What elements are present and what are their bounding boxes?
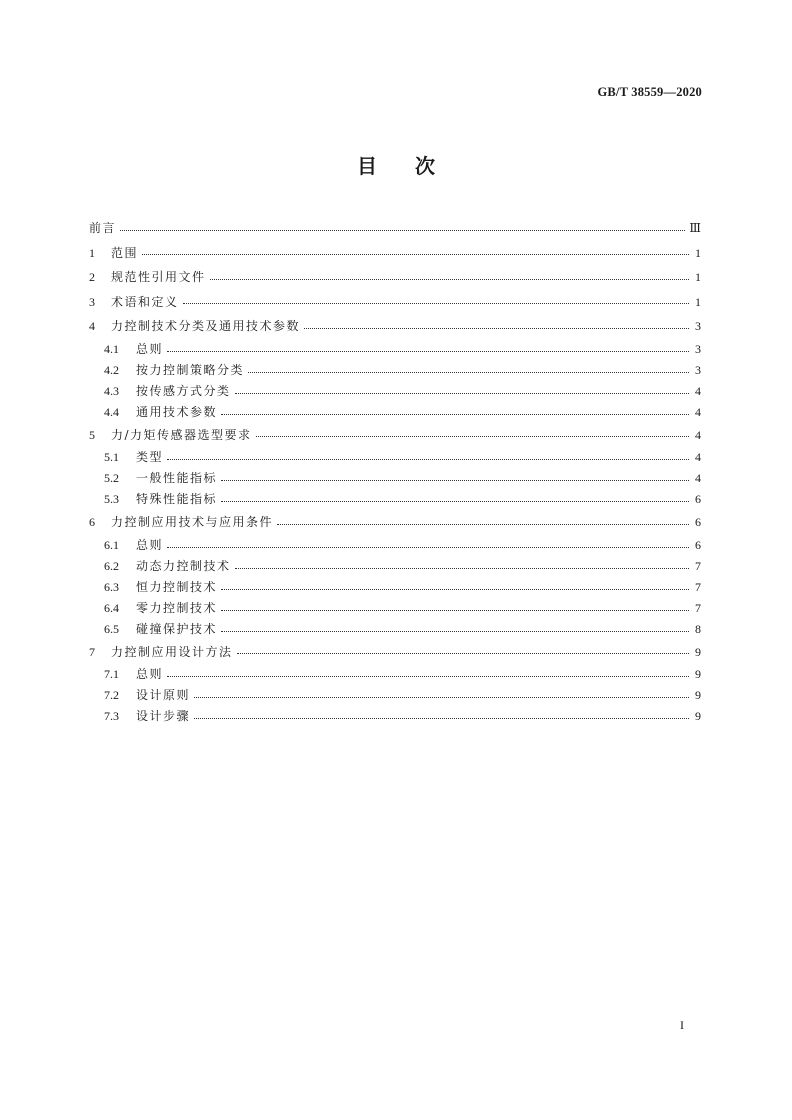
- toc-leader-dots: [167, 339, 689, 352]
- toc-entry-page: 1: [695, 245, 701, 260]
- toc-entry-page: Ⅲ: [689, 221, 701, 235]
- toc-entry-label: 按力控制策略分类: [136, 362, 245, 377]
- toc-entry[interactable]: [89, 556, 701, 577]
- toc-entry-number: 5.2: [104, 471, 119, 485]
- toc-leader-dots: [237, 641, 689, 654]
- toc-entry-page: 1: [695, 270, 701, 284]
- toc-entry-page: 6: [695, 515, 701, 529]
- toc-entry-label: 力控制应用设计方法: [111, 644, 233, 659]
- toc-entry-label: 一般性能指标: [136, 471, 218, 485]
- table-of-contents: [89, 216, 701, 727]
- toc-entry-number: 4.4: [104, 404, 119, 419]
- toc-leader-dots: [142, 242, 689, 255]
- toc-entry[interactable]: [89, 535, 701, 556]
- toc-entry[interactable]: [89, 577, 701, 598]
- toc-leader-dots: [221, 598, 689, 611]
- toc-leader-dots: [248, 360, 689, 373]
- title-char-2: 次: [415, 154, 435, 178]
- toc-entry-page: 4: [695, 471, 701, 485]
- toc-leader-dots: [183, 291, 689, 304]
- toc-entry-label: 力控制技术分类及通用技术参数: [111, 319, 301, 333]
- toc-entry-page: 7: [695, 558, 701, 573]
- toc-leader-dots: [167, 664, 689, 677]
- toc-entry-number: 2: [89, 270, 95, 284]
- toc-leader-dots: [120, 218, 685, 231]
- toc-entry-label: 设计原则: [136, 688, 191, 702]
- toc-entry[interactable]: [89, 619, 701, 640]
- toc-entry-number: 7: [89, 644, 95, 659]
- standard-code: GB/T 38559—2020: [597, 85, 702, 99]
- page-title: [0, 150, 792, 179]
- toc-entry-page: 4: [695, 427, 701, 442]
- toc-entry-number: 6.3: [104, 579, 119, 594]
- toc-leader-dots: [235, 381, 689, 394]
- toc-entry-page: 1: [695, 294, 701, 309]
- toc-entry-page: 7: [695, 600, 701, 615]
- toc-leader-dots: [235, 556, 689, 569]
- toc-entry[interactable]: [89, 640, 701, 665]
- page-number: I: [680, 1018, 684, 1032]
- toc-leader-dots: [256, 424, 689, 437]
- toc-entry-number: 6: [89, 515, 95, 529]
- toc-entry-label: 总则: [136, 537, 164, 552]
- toc-entry-page: 7: [695, 579, 701, 594]
- toc-entry-label: 恒力控制技术: [136, 579, 218, 594]
- toc-leader-dots: [221, 468, 689, 481]
- toc-entry-page: 9: [695, 709, 701, 723]
- toc-entry[interactable]: [89, 216, 701, 241]
- toc-entry-number: 4.3: [104, 383, 119, 398]
- toc-entry-number: 5.1: [104, 450, 119, 464]
- toc-entry-label: 设计步骤: [136, 709, 191, 723]
- toc-entry-page: 9: [695, 688, 701, 702]
- toc-entry-page: 4: [695, 450, 701, 464]
- toc-entry[interactable]: [89, 423, 701, 448]
- toc-entry-number: 4.1: [104, 341, 119, 356]
- toc-entry-label: 总则: [136, 667, 164, 681]
- toc-entry[interactable]: [89, 685, 701, 706]
- toc-entry[interactable]: [89, 447, 701, 468]
- toc-entry-label: 力/力矩传感器选型要求: [111, 427, 252, 442]
- toc-leader-dots: [221, 489, 689, 502]
- toc-entry[interactable]: [89, 706, 701, 727]
- toc-leader-dots: [304, 316, 689, 329]
- toc-entry-label: 前言: [89, 221, 117, 235]
- toc-entry-number: 7.3: [104, 709, 119, 723]
- toc-entry[interactable]: [89, 489, 701, 510]
- toc-entry-number: 6.1: [104, 537, 119, 552]
- toc-entry[interactable]: [89, 510, 701, 535]
- toc-entry[interactable]: [89, 339, 701, 360]
- title-char-1: 目: [357, 154, 377, 178]
- toc-entry-label: 动态力控制技术: [136, 558, 231, 573]
- toc-entry-page: 6: [695, 537, 701, 552]
- toc-entry-page: 4: [695, 383, 701, 398]
- toc-entry[interactable]: [89, 468, 701, 489]
- toc-leader-dots: [221, 402, 689, 415]
- toc-entry-page: 8: [695, 621, 701, 636]
- toc-entry-number: 6.2: [104, 558, 119, 573]
- toc-leader-dots: [221, 577, 689, 590]
- toc-entry[interactable]: [89, 381, 701, 402]
- toc-entry-label: 类型: [136, 450, 164, 464]
- toc-entry-page: 3: [695, 341, 701, 356]
- toc-entry-label: 范围: [111, 245, 139, 260]
- toc-entry-number: 7.2: [104, 688, 119, 702]
- toc-entry-label: 特殊性能指标: [136, 492, 218, 506]
- toc-entry[interactable]: [89, 314, 701, 339]
- toc-entry-number: 6.5: [104, 621, 119, 636]
- toc-entry[interactable]: [89, 290, 701, 315]
- toc-entry-label: 力控制应用技术与应用条件: [111, 515, 274, 529]
- toc-entry-number: 3: [89, 294, 95, 309]
- toc-leader-dots: [194, 706, 689, 719]
- toc-entry-label: 通用技术参数: [136, 404, 218, 419]
- toc-entry[interactable]: [89, 664, 701, 685]
- toc-entry-number: 4: [89, 319, 95, 333]
- toc-entry-number: 5.3: [104, 492, 119, 506]
- toc-entry-page: 4: [695, 404, 701, 419]
- toc-entry-number: 1: [89, 245, 95, 260]
- toc-entry[interactable]: [89, 360, 701, 381]
- toc-entry-page: 3: [695, 362, 701, 377]
- toc-entry-label: 规范性引用文件: [111, 270, 206, 284]
- toc-entry[interactable]: [89, 241, 701, 266]
- toc-leader-dots: [210, 267, 689, 280]
- toc-entry[interactable]: [89, 598, 701, 619]
- toc-entry-page: 9: [695, 644, 701, 659]
- toc-entry-page: 6: [695, 492, 701, 506]
- toc-leader-dots: [167, 535, 689, 548]
- toc-entry-page: 9: [695, 667, 701, 681]
- toc-entry-number: 6.4: [104, 600, 119, 615]
- toc-leader-dots: [221, 619, 689, 632]
- toc-entry-label: 按传感方式分类: [136, 383, 231, 398]
- toc-entry-number: 4.2: [104, 362, 119, 377]
- toc-entry-label: 总则: [136, 341, 164, 356]
- toc-entry-number: 5: [89, 427, 95, 442]
- toc-entry-label: 零力控制技术: [136, 600, 218, 615]
- toc-leader-dots: [194, 685, 689, 698]
- toc-entry-label: 术语和定义: [111, 294, 179, 309]
- toc-entry-label: 碰撞保护技术: [136, 621, 218, 636]
- toc-leader-dots: [277, 512, 689, 525]
- toc-entry[interactable]: [89, 402, 701, 423]
- toc-leader-dots: [167, 447, 689, 460]
- toc-entry[interactable]: [89, 265, 701, 290]
- toc-entry-page: 3: [695, 319, 701, 333]
- toc-entry-number: 7.1: [104, 667, 119, 681]
